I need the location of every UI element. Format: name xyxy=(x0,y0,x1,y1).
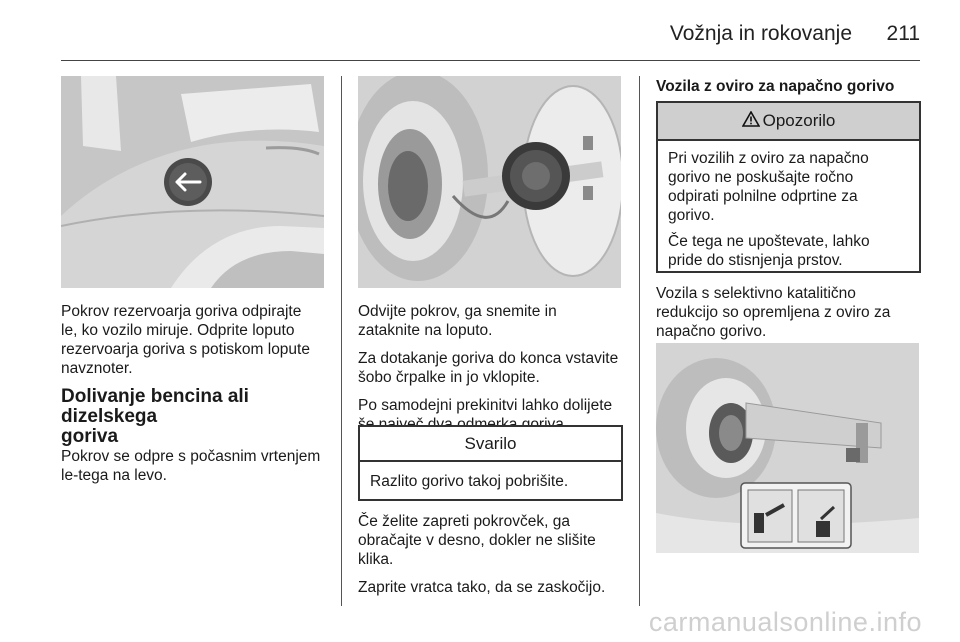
section-paragraph xyxy=(61,447,333,485)
column-divider-2 xyxy=(639,76,640,606)
insert-nozzle-paragraph xyxy=(358,349,630,387)
paragraph-line: odpirati polnilne odprtine za xyxy=(668,188,858,205)
paragraph-line: klika. xyxy=(358,551,394,568)
close-cap-paragraph xyxy=(358,512,630,569)
header-divider xyxy=(61,60,920,61)
close-door-paragraph: Zaprite vratca tako, da se zaskočijo. xyxy=(358,579,606,596)
car-fuel-door-figure xyxy=(61,76,324,288)
paragraph-line: rezervoarja goriva s potiskom lopute xyxy=(61,341,310,358)
column-1-text xyxy=(61,302,333,494)
column-divider-1 xyxy=(341,76,342,606)
scr-paragraph xyxy=(656,284,928,350)
paragraph-line: Če želite zapreti pokrovček, ga xyxy=(358,513,570,530)
paragraph-line: napačno gorivo. xyxy=(656,323,767,340)
unscrew-cap-paragraph xyxy=(358,302,630,340)
paragraph-line: le, ko vozilo miruje. Odprite loputo xyxy=(61,322,295,339)
paragraph-line: Odvijte pokrov, ga snemite in xyxy=(358,303,557,320)
section-title-line: goriva xyxy=(61,426,119,447)
paragraph-line: Pokrov rezervoarja goriva odpirajte xyxy=(61,303,302,320)
paragraph-line: navznoter. xyxy=(61,360,133,377)
paragraph-line: Pokrov se odpre s počasnim vrtenjem xyxy=(61,448,321,465)
fuel-door-paragraph xyxy=(61,302,333,378)
paragraph-line: obračajte v desno, dokler ne slišite xyxy=(358,532,596,549)
paragraph-line: Vozila s selektivno katalitično xyxy=(656,285,856,302)
page-header-title: Vožnja in rokovanje xyxy=(669,22,852,45)
paragraph-line: redukcijo so opremljena z oviro za xyxy=(656,304,891,321)
paragraph-line: gorivo ne poskušajte ročno xyxy=(668,169,854,186)
section-title-refuelling xyxy=(61,387,333,447)
fuel-cap-figure xyxy=(358,76,621,288)
paragraph-line: Za dotakanje goriva do konca vstavite xyxy=(358,350,619,367)
paragraph-line: le-tega na levo. xyxy=(61,467,167,484)
column-2-text-bottom xyxy=(358,512,630,606)
column-2-text-top xyxy=(358,302,630,443)
watermark: carmanualsonline.info xyxy=(648,607,922,637)
misfuel-inhibitor-image xyxy=(656,343,919,553)
car-fuel-door-arrow-image xyxy=(61,76,324,288)
warning-header xyxy=(658,103,919,141)
warning-body xyxy=(658,141,919,270)
paragraph-line: šobo črpalke in jo vklopite. xyxy=(358,369,540,386)
warning-text-1 xyxy=(668,149,909,225)
paragraph-line: Če tega ne upoštevate, lahko xyxy=(668,233,870,250)
scr-vehicles-text xyxy=(656,284,928,341)
misfuel-inhibitor-figure xyxy=(656,343,919,553)
warning-triangle-icon xyxy=(742,111,760,132)
caution-box xyxy=(358,425,623,501)
caution-title: Svarilo xyxy=(360,427,621,462)
warning-text-2 xyxy=(668,232,909,270)
section-title-line: Dolivanje bencina ali dizelskega xyxy=(61,386,249,427)
paragraph-line: gorivo. xyxy=(668,207,715,224)
paragraph-line: pride do stisnjenja prstov. xyxy=(668,252,843,269)
paragraph-line: Pri vozilih z oviro za napačno xyxy=(668,150,869,167)
page-number: 211 xyxy=(886,22,920,45)
caution-text: Razlito gorivo takoj pobrišite. xyxy=(370,473,569,490)
misfuel-heading: Vozila z oviro za napačno gorivo xyxy=(656,78,895,95)
fuel-cap-open-image xyxy=(358,76,621,288)
warning-title: Opozorilo xyxy=(762,111,836,130)
warning-box xyxy=(656,101,921,273)
paragraph-line: Po samodejni prekinitvi lahko dolijete xyxy=(358,397,613,414)
paragraph-line: zataknite na loputo. xyxy=(358,322,493,339)
